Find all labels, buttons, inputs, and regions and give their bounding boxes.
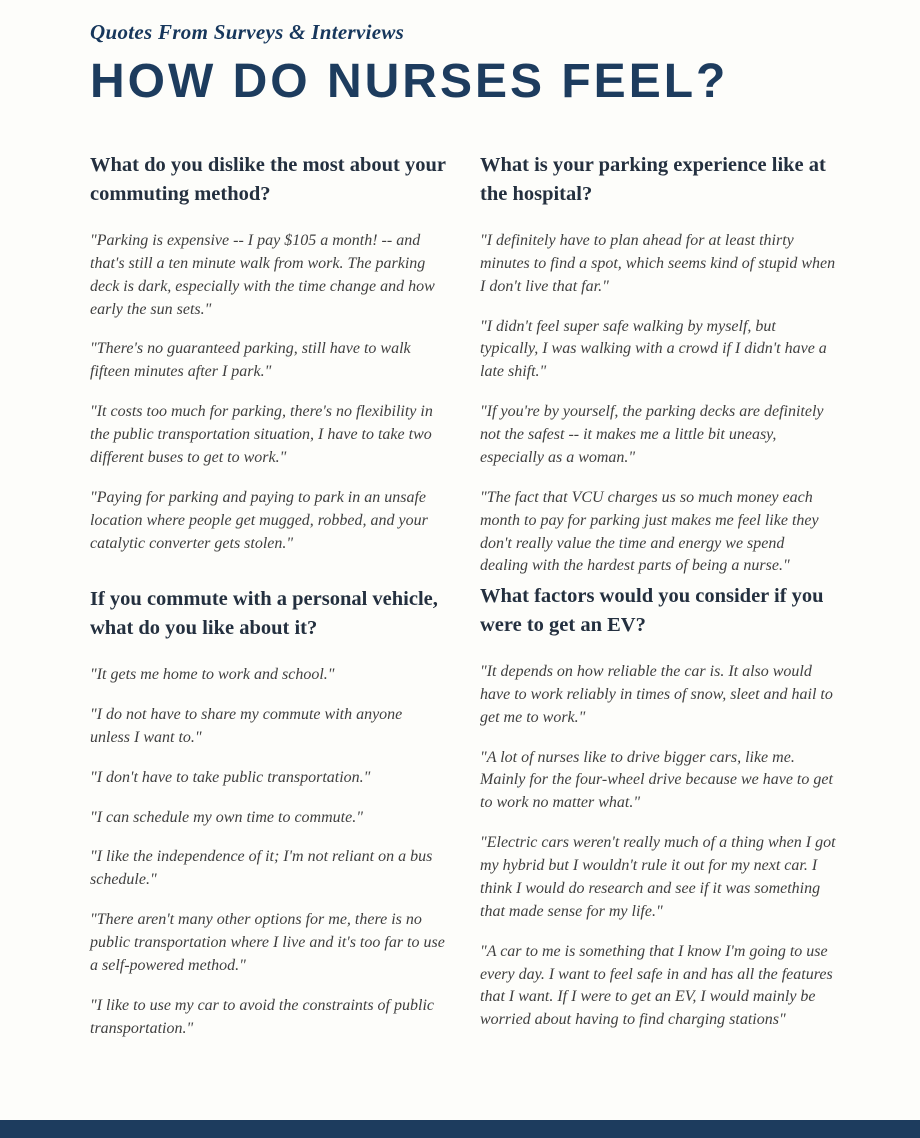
section-heading: What factors would you consider if you were to get an EV?: [480, 585, 824, 636]
section-ev-factors: [480, 582, 836, 1032]
two-column-layout: [0, 151, 920, 1040]
quote: "There aren't many other options for me, there is no public transportation where I live and it's too far to use a self-powered method.": [90, 911, 445, 974]
footer-accent-bar: [0, 1120, 920, 1138]
quote: "There's no guaranteed parking, still have to walk fifteen minutes after I park.": [90, 340, 411, 381]
quote: "I don't have to take public transportation.": [90, 768, 371, 786]
section-heading: What is your parking experience like at the hospital?: [480, 154, 826, 205]
quote: "It depends on how reliable the car is. It also would have to work reliably in times of snow, sleet and hail to get me to work.": [480, 662, 833, 726]
quote: "The fact that VCU charges us so much money each month to pay for parking just makes me feel like they don't really value the time and energy we spend dealing with the hardest parts of being a nurse.": [480, 488, 819, 575]
section-personal-vehicle: [90, 585, 446, 1040]
section-heading: If you commute with a personal vehicle, what do you like about it?: [90, 588, 438, 639]
quote: "Electric cars weren't really much of a thing when I got my hybrid but I wouldn't rule it out for my next car. I think I would do research and see if it was something that made sense for my life.": [480, 834, 836, 920]
quote: "Paying for parking and paying to park in an unsafe location where people get mugged, robbed, and your catalytic converter gets stolen.": [90, 488, 428, 552]
right-column: [480, 151, 836, 1040]
quote: "If you're by yourself, the parking decks are definitely not the safest -- it makes me a little bit uneasy, especially as a woman.": [480, 403, 824, 466]
page-title: HOW DO NURSES FEEL?: [90, 55, 729, 108]
quote: "I like to use my car to avoid the constraints of public transportation.": [90, 996, 434, 1037]
quote: "I do not have to share my commute with anyone unless I want to.": [90, 705, 403, 746]
page-header: [0, 0, 920, 107]
quote: "A lot of nurses like to drive bigger cars, like me. Mainly for the four-wheel drive because we have to get to work no matter what.": [480, 748, 833, 812]
quote: "It costs too much for parking, there's no flexibility in the public transportation situation, I have to take two different buses to get to work.": [90, 403, 433, 466]
left-column: [90, 151, 446, 1040]
quote: "I can schedule my own time to commute.": [90, 808, 363, 826]
section-parking-experience: [480, 151, 836, 578]
section-heading: What do you dislike the most about your commuting method?: [90, 154, 446, 205]
quote: "I like the independence of it; I'm not reliant on a bus schedule.": [90, 848, 433, 889]
quote: "I didn't feel super safe walking by myself, but typically, I was walking with a crowd if I didn't have a late shift.": [480, 317, 827, 381]
quote: "Parking is expensive -- I pay $105 a month! -- and that's still a ten minute walk from work. The parking deck is dark, especially with the time change and how early the sun sets.": [90, 231, 435, 318]
quote: "A car to me is something that I know I'm going to use every day. I want to feel safe in and has all the features that I want. If I were to get an EV, I would mainly be worried about having to find charging stations": [480, 942, 833, 1029]
section-commute-dislike: [90, 151, 446, 555]
quote: "It gets me home to work and school.": [90, 666, 335, 684]
quote: "I definitely have to plan ahead for at least thirty minutes to find a spot, which seems kind of stupid when I don't live that far.": [480, 231, 836, 295]
page-subtitle: Quotes From Surveys & Interviews: [90, 20, 405, 44]
